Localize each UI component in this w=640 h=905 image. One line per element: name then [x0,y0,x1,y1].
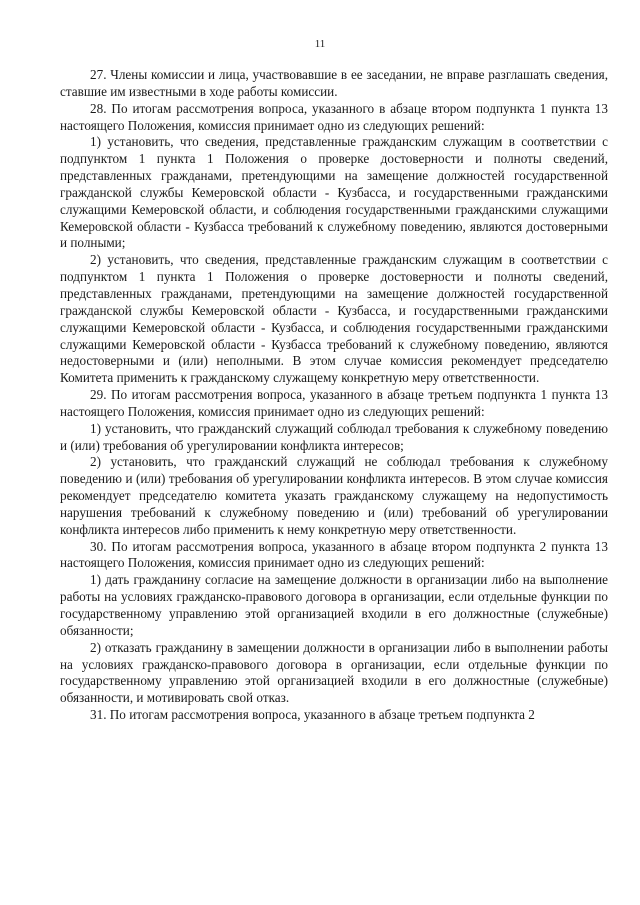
paragraph-28-item-2: 2) установить, что сведения, представленные гражданским служащим в соответствии с подпунктом 1 пункта 1 Положения о проверке достоверности и полноты сведений, представленных гражданами, претендующими на замещение должностей государственной гражданской службы Кемеровской области - Кузбасса, и государственными гражданскими служащими Кемеровской области - Кузбасса, и соблюдения государственными гражданскими служащими Кемеровской области - Кузбасса требований к служебному поведению, являются недостоверными и (или) неполными. В этом случае комиссия рекомендует председателю Комитета применить к гражданскому служащему конкретную меру ответственности. [60,252,608,386]
paragraph-29-item-2: 2) установить, что гражданский служащий не соблюдал требования к служебному поведению и (или) требования об урегулировании конфликта интересов. В этом случае комиссия рекомендует председателю комитета указать гражданскому служащему на недопустимость нарушения требований к служебному поведению и (или) требований об урегулировании конфликта интересов либо применить к нему конкретную меру ответственности. [60,454,608,537]
paragraph-27: 27. Члены комиссии и лица, участвовавшие в ее заседании, не вправе разглашать сведения, ставшие им известными в ходе работы комиссии. [60,67,608,99]
document-body [60,67,608,724]
paragraph-30: 30. По итогам рассмотрения вопроса, указанного в абзаце втором подпункта 2 пункта 13 настоящего Положения, комиссия принимает одно из следующих решений: [60,538,608,571]
paragraph-28-item-1: 1) установить, что сведения, представленные гражданским служащим в соответствии с подпунктом 1 пункта 1 Положения о проверке достоверности и полноты сведений, представленных гражданами, претендующими на замещение должностей государственной гражданской службы Кемеровской области - Кузбасса, и государственными гражданскими служащими Кемеровской области, и соблюдения государственными гражданскими служащими Кемеровской области - Кузбасса требований к служебному поведению, являются достоверными и полными; [60,134,608,251]
paragraph-28: 28. По итогам рассмотрения вопроса, указанного в абзаце втором подпункта 1 пункта 13 настоящего Положения, комиссия принимает одно из следующих решений: [60,100,608,133]
paragraph-29: 29. По итогам рассмотрения вопроса, указанного в абзаце третьем подпункта 1 пункта 13 настоящего Положения, комиссия принимает одно из следующих решений: [60,387,608,419]
paragraph-31: 31. По итогам рассмотрения вопроса, указанного в абзаце третьем подпункта 2 [90,707,535,723]
page-number: 11 [314,38,326,50]
paragraph-30-item-2: 2) отказать гражданину в замещении должности в организации либо в выполнении работы на условиях гражданско-правового договора в организации, если отдельные функции по государственному управлению этой организацией входили в его должностные (служебные) обязанности, и мотивировать свой отказ. [60,639,608,706]
paragraph-30-item-1: 1) дать гражданину согласие на замещение должности в организации либо на выполнение работы на условиях гражданско-правового договора в организации, если отдельные функции по государственному управлению этой организацией входили в его должностные (служебные) обязанности; [60,572,608,638]
paragraph-29-item-1: 1) установить, что гражданский служащий соблюдал требования к служебному поведению и (или) требования об урегулировании конфликта интересов; [60,420,608,453]
